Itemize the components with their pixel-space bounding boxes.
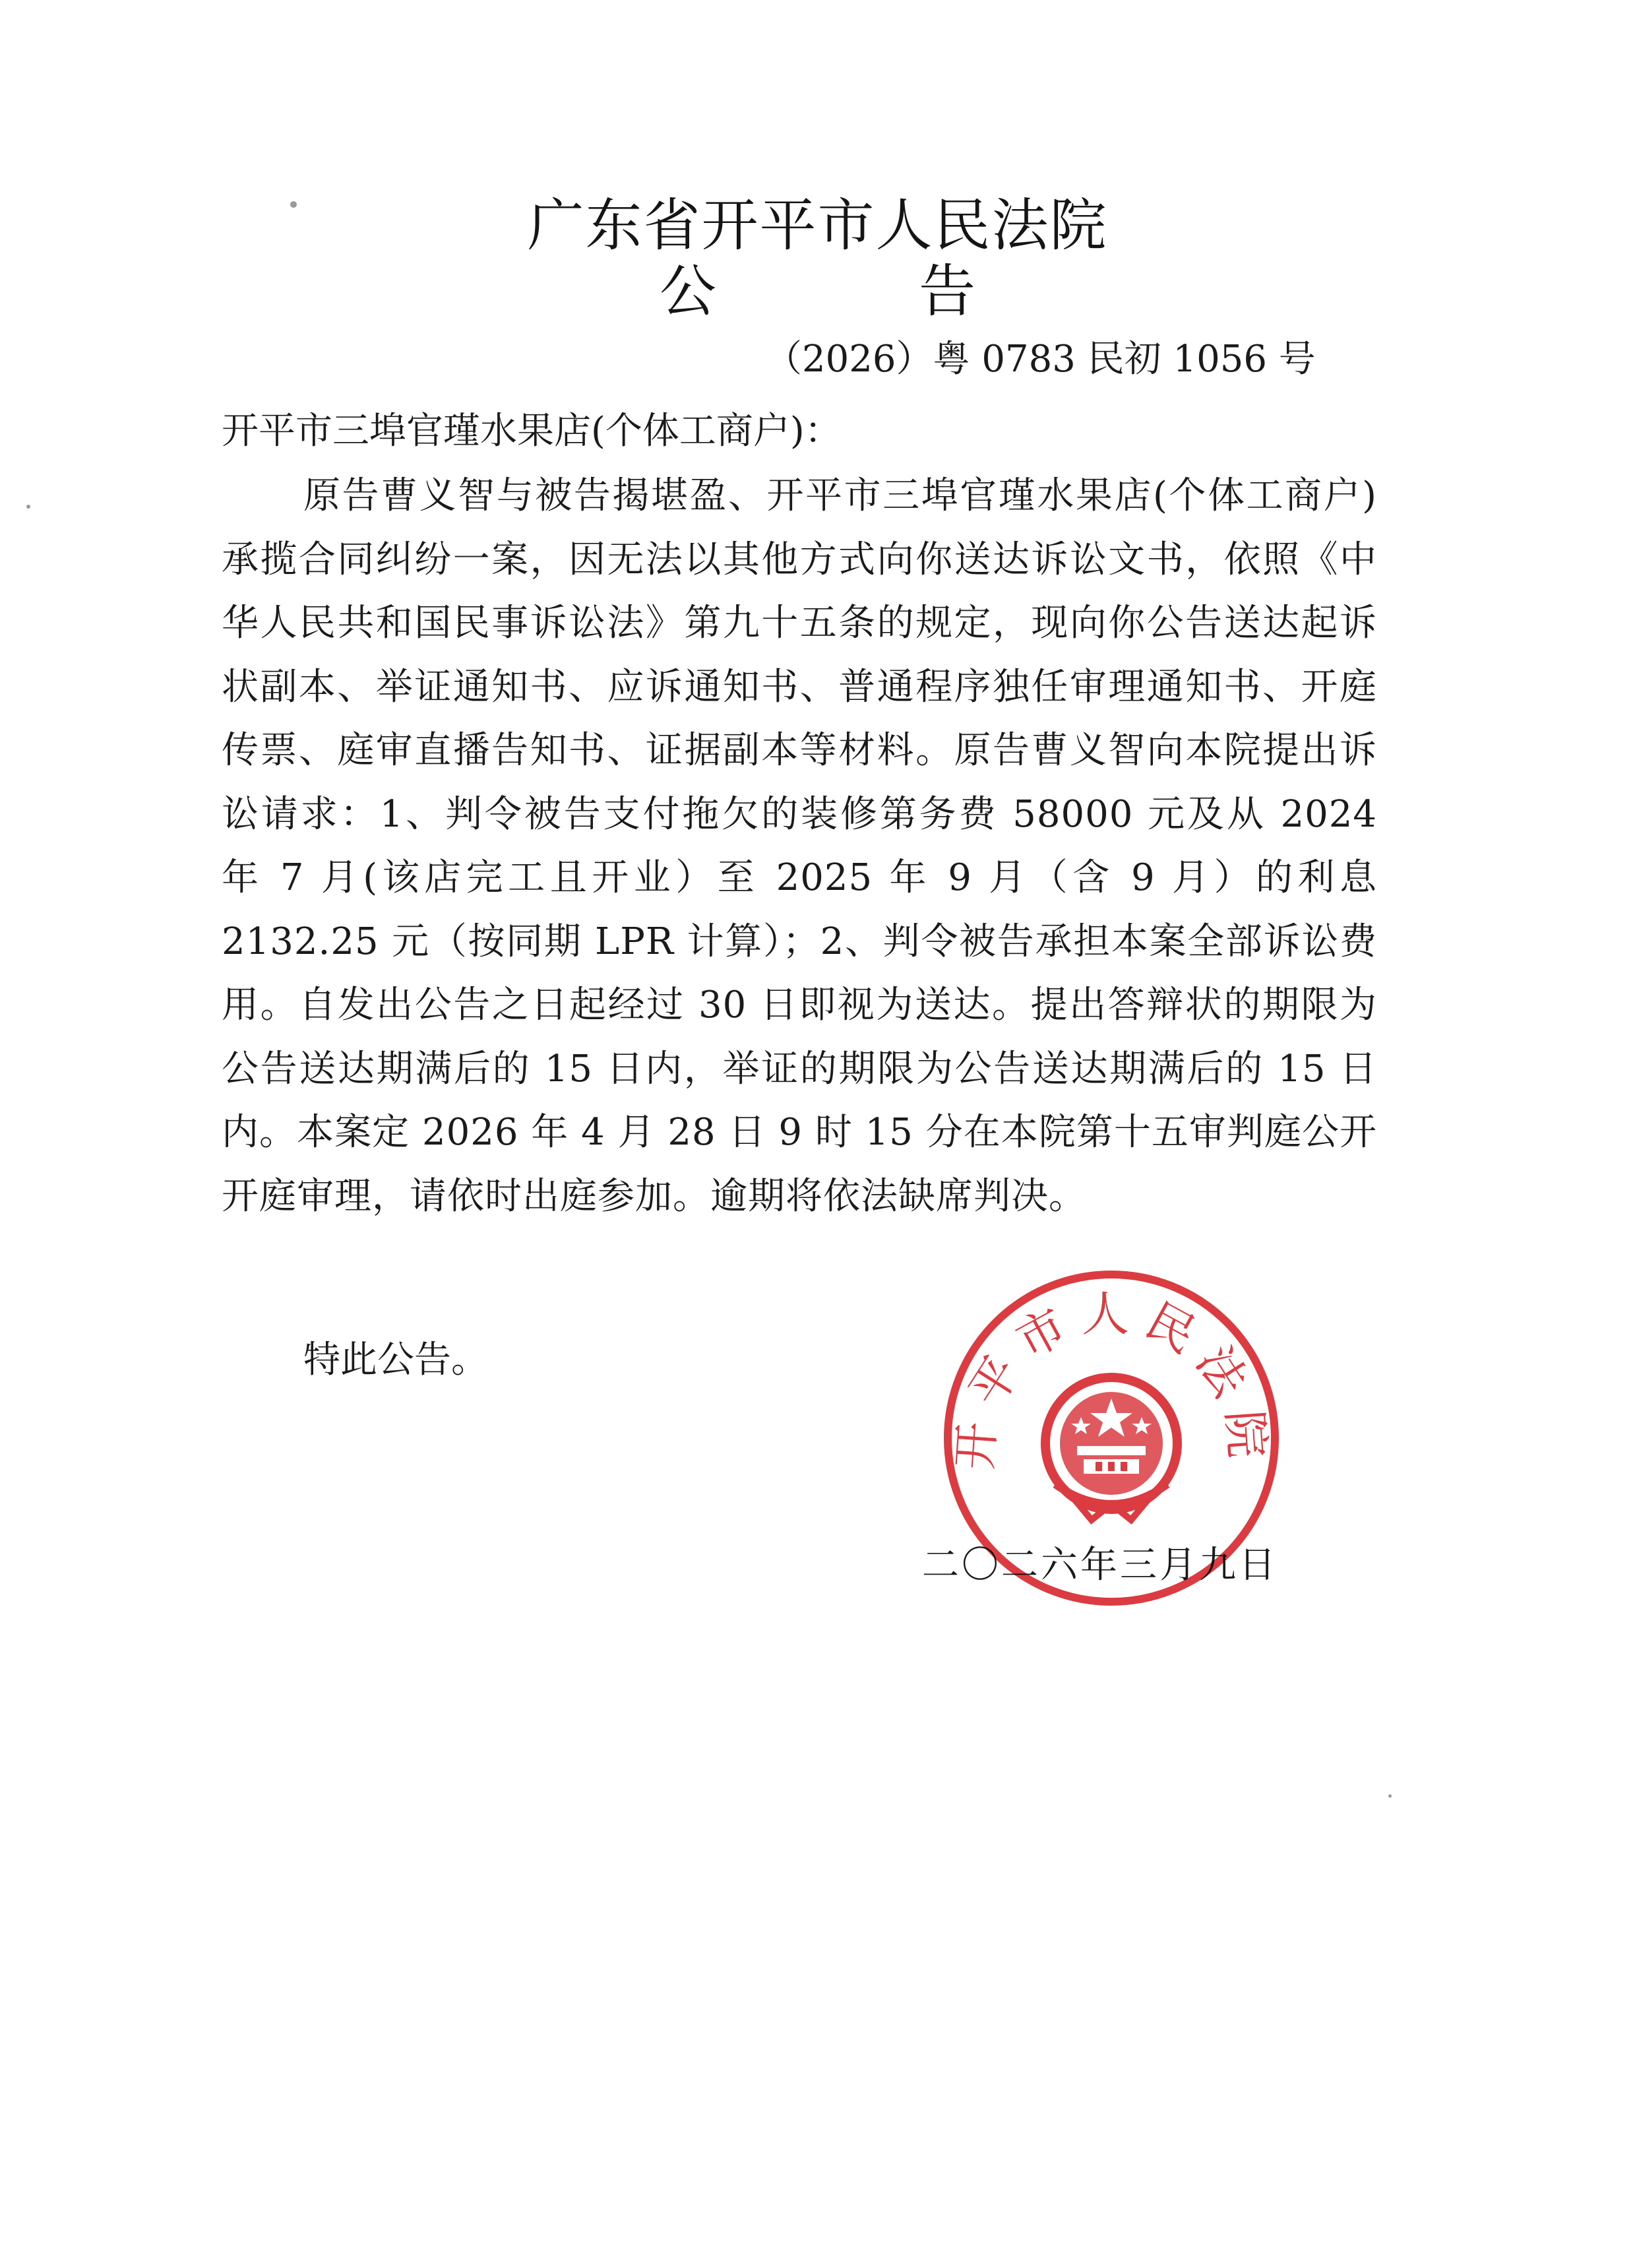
scan-speck — [290, 201, 297, 208]
court-title: 广东省开平市人民法院 — [527, 193, 1108, 259]
addressee: 开平市三埠官瑾水果店(个体工商户)： — [222, 410, 842, 453]
document-type-title: 公 告 — [659, 259, 1068, 325]
national-emblem-icon — [1045, 1377, 1177, 1520]
scan-speck — [1388, 1794, 1392, 1798]
issue-date: 二〇二六年三月九日 — [922, 1544, 1278, 1587]
svg-text:开平市人民法院: 开平市人民法院 — [946, 1286, 1276, 1472]
closing-phrase: 特此公告。 — [303, 1339, 488, 1381]
scan-speck — [26, 505, 30, 509]
case-number: （2026）粤 0783 民初 1056 号 — [765, 338, 1316, 381]
court-seal-stamp — [940, 1267, 1283, 1610]
notice-body: 原告曹义智与被告揭堪盈、开平市三埠官瑾水果店(个体工商户)承揽合同纠纷一案，因无法以其他方式向你送达诉讼文书，依照《中华人民共和国民事诉讼法》第九十五条的规定，现向你公告送达起诉状副本、举证通知书、应诉通知书、普通程序独任审理通知书、开庭传票、庭审直播告知书、证据副本等材料。原告曹义智向本院提出诉讼请求：1、判令被告支付拖欠的装修第务费 58000 元及从 2024 年 7 月(该店完工且开业）至 2025 年 9 月（含 9 月）的利息 2132.25 元（按同期 LPR 计算）；2、判令被告承担本案全部诉讼费用。自发出公告之日起经过 30 日即视为送达。提出答辩状的期限为公告送达期满后的 15 日内，举证的期限为公告送达期满后的 15 日内。本案定 2026 年 4 月 28 日 9 时 15 分在本院第十五审判庭公开开庭审理，请依时出庭参加。逾期将依法缺席判决。 — [222, 474, 1377, 1218]
